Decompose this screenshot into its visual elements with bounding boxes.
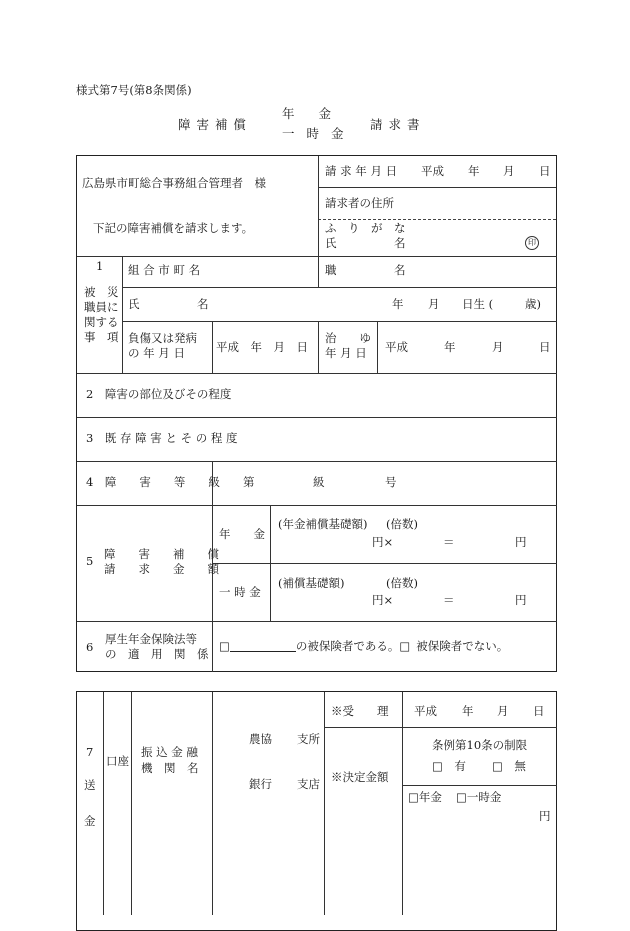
request-date-day: 日	[539, 164, 551, 178]
section4-label: 4 障 害 等 級	[86, 475, 220, 489]
grade-number: 号	[385, 475, 397, 489]
section1-number: 1	[96, 259, 104, 273]
account-label: 口座	[106, 754, 129, 768]
section5-number: 5	[86, 554, 94, 568]
cure-date-month: 月	[492, 340, 504, 354]
form-title-pension: 年 金	[282, 106, 332, 121]
lumpsum-label: 一 時 金	[219, 585, 261, 599]
lumpsum-yen-times: 円×	[372, 593, 394, 607]
bank-name-label: 銀行	[249, 777, 272, 791]
seal-mark: 印	[525, 236, 539, 250]
branch-office-label: 支所	[297, 732, 320, 746]
received-date-month: 月	[497, 704, 509, 718]
cure-date-label-line1: 治 ゆ	[325, 331, 371, 345]
section7-number: 7	[86, 745, 94, 759]
injury-date: 平成 年 月 日	[216, 340, 308, 354]
bank-label-line1: 振 込 金 融	[141, 745, 198, 759]
pension-equals: ＝	[443, 535, 455, 549]
cure-date-label-line2: 年 月 日	[325, 346, 367, 360]
pension-option[interactable]: □年金	[408, 790, 442, 804]
restriction-yes-option[interactable]: □ 有	[432, 759, 466, 773]
section6-number: 6	[86, 640, 94, 654]
noukyou-label: 農協	[249, 732, 272, 746]
injury-date-label-line2: の 年 月 日	[128, 346, 185, 360]
birth-year: 年	[392, 297, 404, 311]
bank-label-line2: 機 関 名	[141, 761, 199, 775]
position-label: 職 名	[325, 263, 406, 277]
addressee: 広島県市町総合事務組合管理者 様	[82, 176, 266, 190]
section3-label: 3 既 存 障 害 と そ の 程 度	[86, 431, 238, 445]
received-date-era: 平成	[414, 704, 437, 718]
age-suffix: 歳)	[525, 297, 541, 311]
cure-date-day: 日	[539, 340, 551, 354]
request-statement: 下記の障害補償を請求します。	[93, 221, 254, 235]
received-date-day: 日	[533, 704, 545, 718]
pension-yen-times: 円×	[372, 535, 394, 549]
section7-char-2: 金	[84, 814, 96, 828]
pension-label: 年 金	[219, 527, 265, 541]
section1-heading-line3: 関する	[84, 315, 119, 329]
section1-heading-line2: 職員に	[84, 300, 119, 314]
section2-label: 2 障害の部位及びその程度	[86, 387, 232, 401]
request-date-month: 月	[503, 164, 515, 178]
pension-base-label: (年金補償基礎額)	[278, 517, 368, 531]
cure-date-year: 年	[444, 340, 456, 354]
address-label: 請求者の住所	[325, 196, 394, 210]
insured-text: の被保険者である。	[295, 639, 400, 653]
lumpsum-equals: ＝	[443, 593, 455, 607]
section1-heading-line1: 被 災	[84, 285, 119, 299]
decision-amount-label: ※決定金額	[331, 770, 389, 784]
restriction-no-option[interactable]: □ 無	[492, 759, 526, 773]
received-label: ※受 理	[331, 704, 389, 718]
insurance-type-blank[interactable]	[230, 641, 296, 652]
cure-date-era: 平成	[385, 340, 408, 354]
pension-yen: 円	[515, 535, 527, 549]
section7-char-1: 送	[84, 778, 96, 792]
form-number: 様式第7号(第8条関係)	[76, 83, 192, 97]
section1-heading-line4: 事 項	[84, 330, 119, 344]
received-date-year: 年	[462, 704, 474, 718]
lumpsum-option[interactable]: □一時金	[456, 790, 502, 804]
birth-day: 日生 (	[462, 297, 494, 311]
branch-store-label: 支店	[297, 777, 320, 791]
not-insured-text: 被保険者でない。	[416, 639, 509, 653]
grade-prefix: 第	[243, 475, 255, 489]
section5-label-line2: 請 求 金 額	[104, 562, 219, 576]
grade-level: 級	[313, 475, 325, 489]
section6-options	[219, 641, 508, 653]
claimant-name-label: 氏 名	[325, 236, 406, 250]
lumpsum-multiplier-label: (倍数)	[386, 576, 418, 590]
insured-checkbox[interactable]: □	[219, 639, 230, 653]
section6-label-line1: 厚生年金保険法等	[105, 632, 197, 646]
form-title-lumpsum: 一 時 金	[282, 126, 345, 141]
lumpsum-yen: 円	[515, 593, 527, 607]
lumpsum-base-label: (補償基礎額)	[278, 576, 345, 590]
request-date-year: 年	[468, 164, 480, 178]
not-insured-checkbox[interactable]: □	[399, 639, 411, 653]
restriction-label: 条例第10条の制限	[432, 738, 528, 752]
birth-month: 月	[428, 297, 440, 311]
pension-multiplier-label: (倍数)	[386, 517, 418, 531]
request-date-era: 平成	[421, 164, 444, 178]
section5-label-line1: 障 害 補 償	[104, 547, 219, 561]
employee-name-label: 氏 名	[128, 297, 209, 311]
furigana-label: ふ り が な	[325, 221, 406, 235]
decision-yen: 円	[539, 809, 551, 823]
form-title-main: 障 害 補 償	[178, 117, 247, 132]
municipality-label: 組 合 市 町 名	[128, 263, 201, 277]
section6-label-line2: の 適 用 関 係	[105, 647, 209, 661]
injury-date-label-line1: 負傷又は発病	[128, 331, 197, 345]
request-date-label: 請 求 年 月 日	[325, 164, 398, 178]
form-title-end: 請 求 書	[370, 117, 421, 132]
